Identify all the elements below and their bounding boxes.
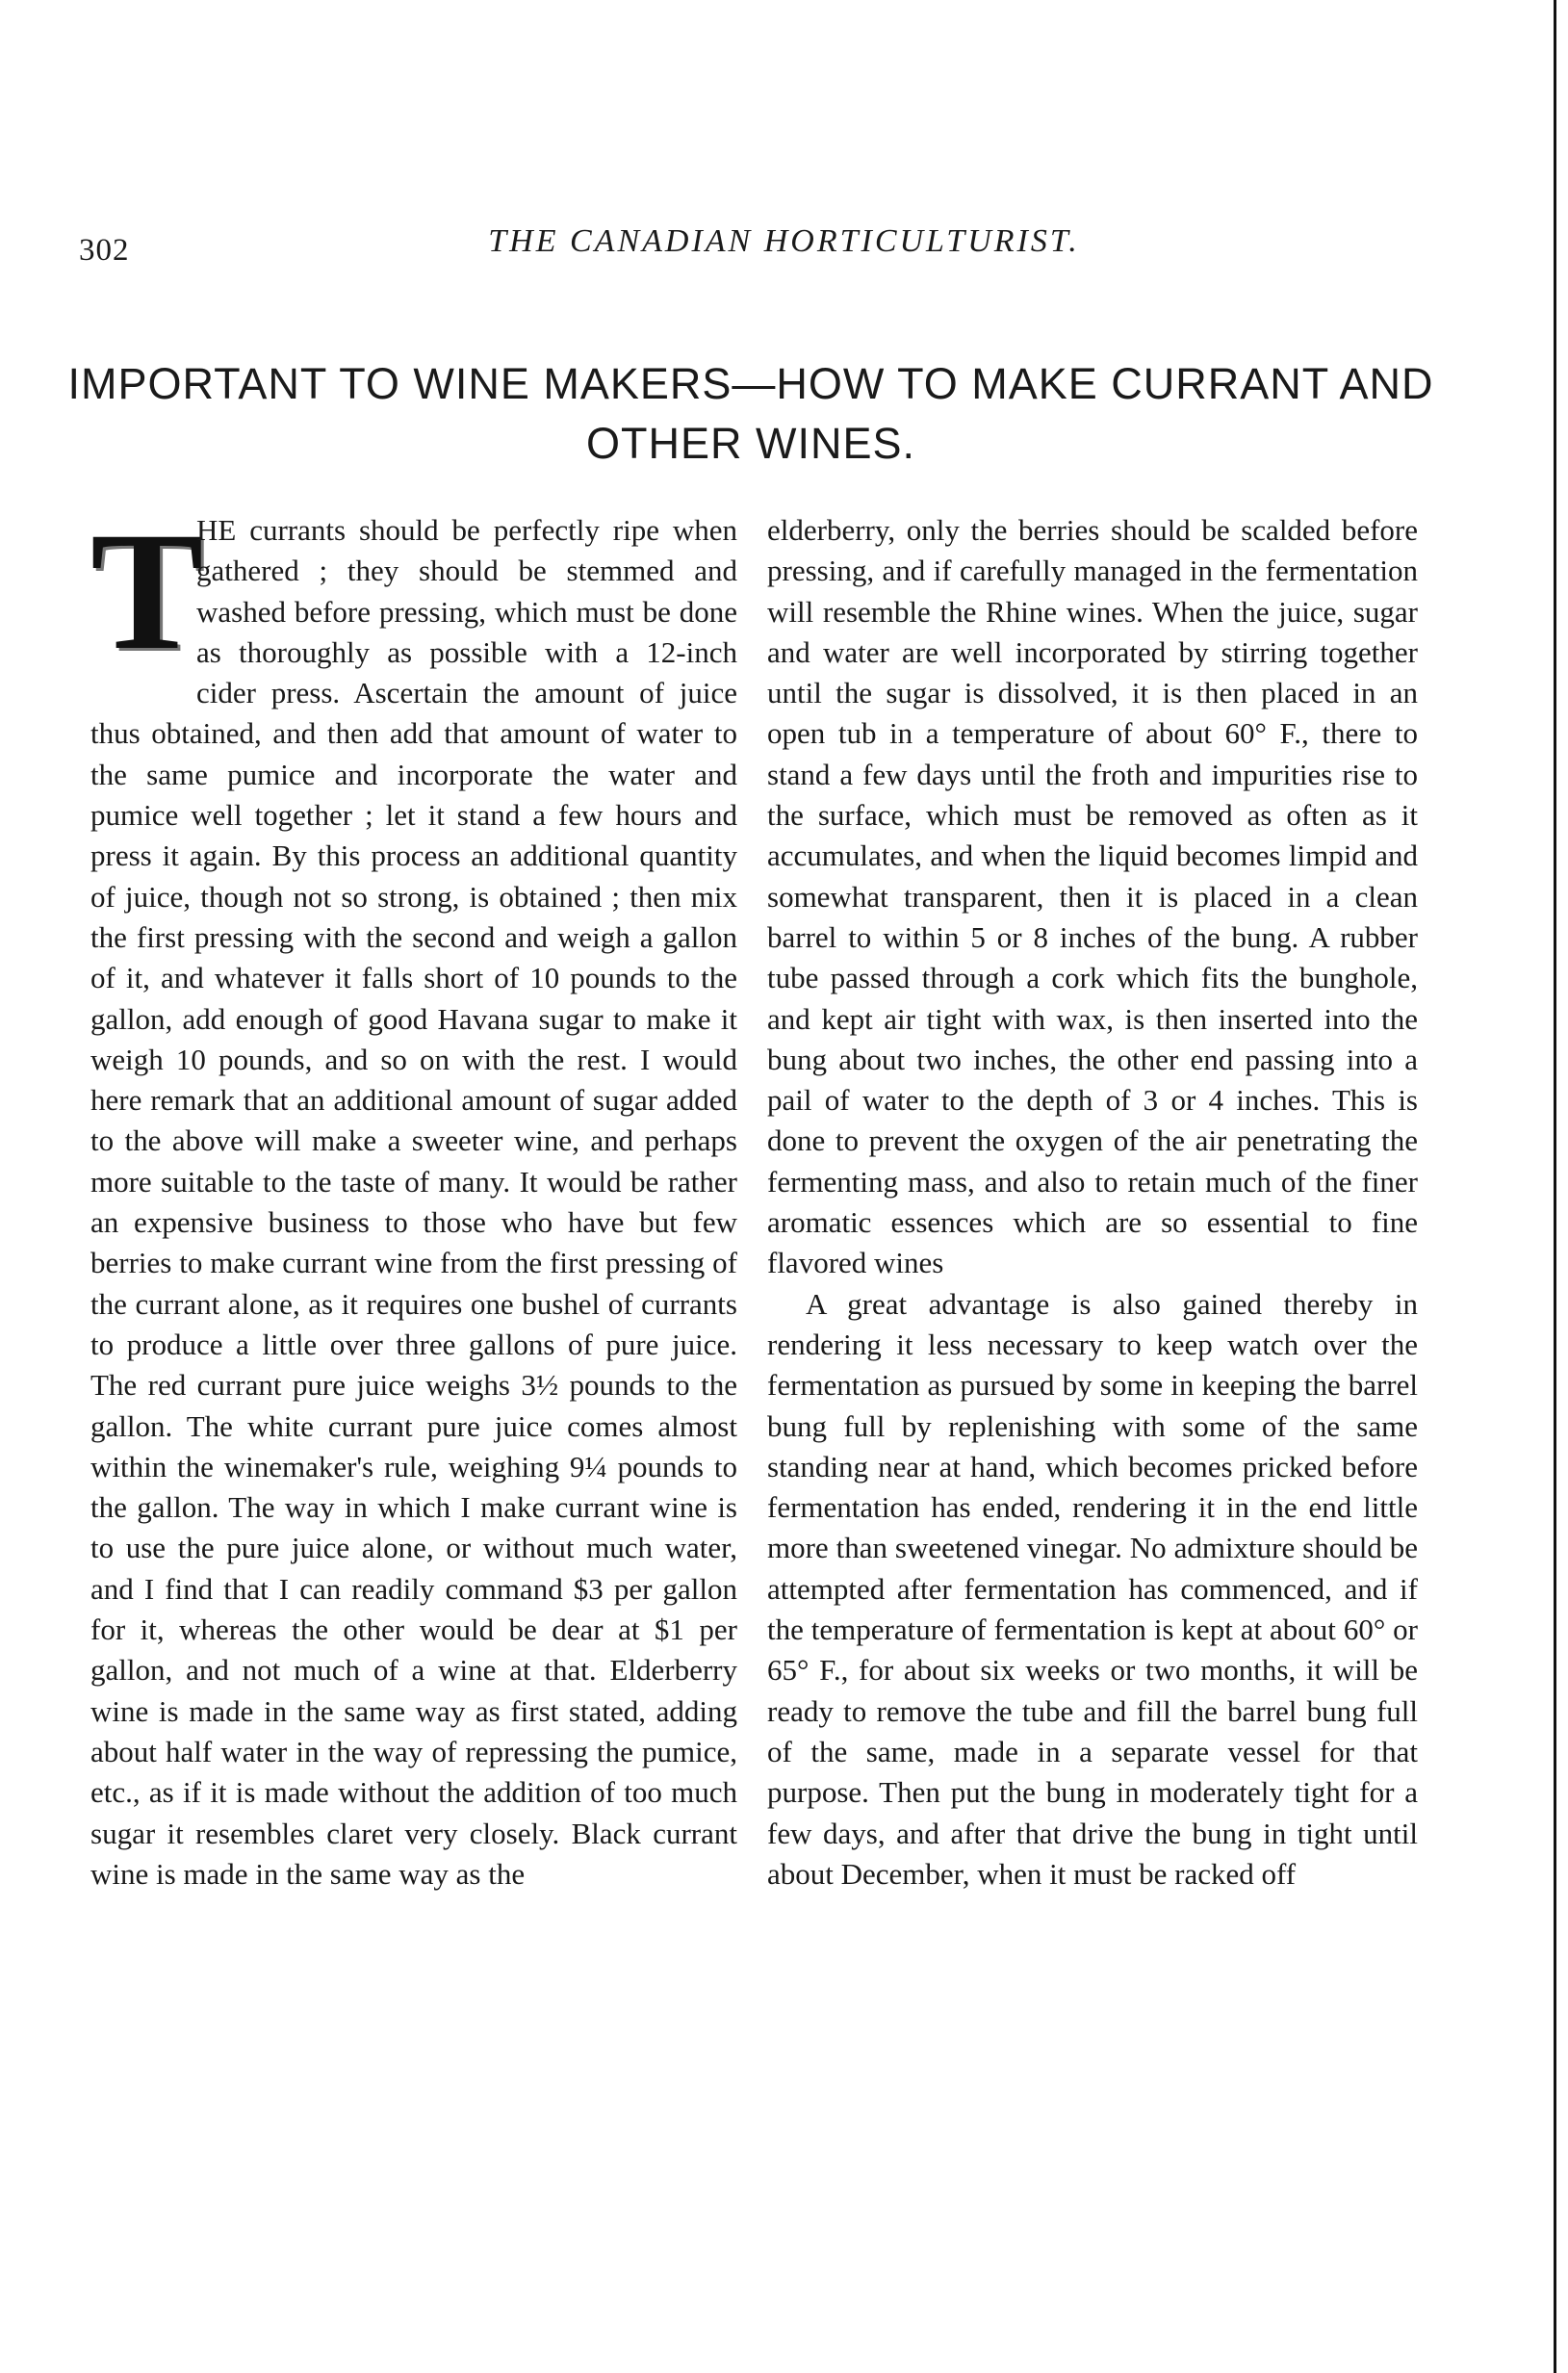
right-column-paragraph-2: A great advantage is also gained thereby in rendering it less necessary to keep watch over the fermentation as pursued by some in keeping the barrel bung full by replenishing with some of the same standing near at hand, which becomes pricked before fermentation has ended, rendering it in the end little more than sweetened vinegar. No admixture should be attempted after fermentation has commenced, and if the temperature of fermentation is kept at about 60° or 65° F., for about six weeks or two months, it will be ready to remove the tube and fill the barrel bung full of the same, made in a separate vessel for that purpose. Then put the bung in moderately tight for a few days, and after that drive the bung in tight until about December, when it must be racked off <box>767 1286 1418 1891</box>
right-column-paragraph-1: elderberry, only the berries should be scalded before pressing, and if carefully managed in the fermentation will resemble the Rhine wines. When the juice, sugar and water are well incorporated by stirring together until the sugar is dissolved, it is then placed in an open tub in a temperature of about 60° F., there to stand a few days until the froth and impurities rise to the surface, which must be removed as often as it accumulates, and when the liquid becomes limpid and somewhat transparent, then it is placed in a clean barrel to within 5 or 8 inches of the bung. A rubber tube passed through a cork which fits the bunghole, and kept air tight with wax, is then inserted into the bung about two inches, the other end passing into a pail of water to the depth of 3 or 4 inches. This is done to prevent the oxygen of the air penetrating the fermenting mass, and also to retain much of the finer aromatic essences which are so essential to fine flavored wines <box>767 513 1418 1280</box>
page-edge-line <box>1554 0 1556 2373</box>
left-column-text: HE currants should be perfectly ripe when gathered ; they should be stemmed and washed before pressing, which must be done as thoroughly as possible with a 12-inch cider press. Ascertain the amount of juice thus obtained, and then add that amount of water to the same pumice and incorporate the water and pumice well together ; let it stand a few hours and press it again. By this process an additional quantity of juice, though not so strong, is obtained ; then mix the first pressing with the second and weigh a gallon of it, and whatever it falls short of 10 pounds to the gallon, add enough of good Havana sugar to make it weigh 10 pounds, and so on with the rest. I would here remark that an additional amount of sugar added to the above will make a sweeter wine, and perhaps more suitable to the taste of many. It would be rather an expensive business to those who have but few berries to make currant wine from the first pressing of the currant alone, as it requires one bushel of currants to produce a little over three gallons of pure juice. The red currant pure juice weighs 3½ pounds to the gallon. The white currant pure juice comes almost within the winemaker's rule, weighing 9¼ pounds to the gallon. The way in which I make currant wine is to use the pure juice alone, or without much water, and I find that I can readily command $3 per gallon for it, whereas the other would be dear at $1 per gallon, and not much of a wine at that. Elderberry wine is made in the same way as first stated, adding about half water in the way of repressing the pumice, etc., as if it is made without the addition of too much sugar it resembles claret very closely. Black currant wine is made in the same way as the <box>90 513 737 1891</box>
page-number: 302 <box>79 233 130 268</box>
article-title: IMPORTANT TO WINE MAKERS—HOW TO MAKE CURRANT AND OTHER WINES. <box>67 359 1434 468</box>
left-column-paragraph <box>90 498 737 1895</box>
right-column <box>767 510 1418 1895</box>
left-column <box>90 498 737 1895</box>
drop-cap-initial: T <box>90 498 204 685</box>
running-head: THE CANADIAN HORTICULTURIST. <box>488 223 1080 259</box>
